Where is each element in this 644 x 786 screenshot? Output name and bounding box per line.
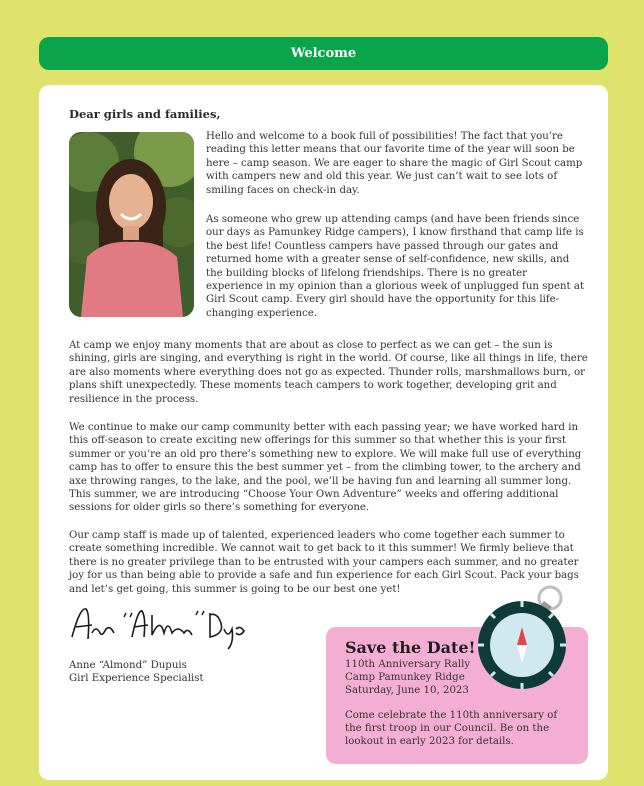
- handwritten-signature: [68, 603, 248, 651]
- event-location: Camp Pamunkey Ridge: [345, 672, 465, 683]
- author-photo: [69, 132, 194, 317]
- compass-icon: [470, 583, 580, 693]
- signer-name: Anne “Almond” Dupuis: [69, 660, 187, 671]
- letter-paragraph-1: Hello and welcome to a book full of possibilities! The fact that you’re reading this letter means that our favorite time of the year will soon be here – camp season. We are eager to share the magic of Girl Scout camp with campers new and old this year. We just can’t wait to see lots of smiling faces on check-in day.: [206, 131, 583, 196]
- event-name: 110th Anniversary Rally: [345, 659, 471, 670]
- event-description: Come celebrate the 110th anniversary of the first troop in our Council. Be on the lookout in early 2023 for details.: [345, 710, 558, 748]
- letter-paragraph-4: We continue to make our camp community better with each passing year; we have worked hard in this off-season to create exciting new offerings for this summer so that whether this is your first summer or you’re an old pro there’s something new to explore. We will make full use of everything camp has to offer to ensure this the best summer yet – from the climbing tower, to the archery and axe throwing ranges, to the lake, and the pool, we’ll be having fun and learning all summer long. This summer, we are introducing “Choose Your Own Adventure” weeks and offering additional sessions for older girls so there’s something for everyone.: [69, 422, 582, 514]
- event-date: Saturday, June 10, 2023: [345, 685, 469, 696]
- signer-title: Girl Experience Specialist: [69, 673, 204, 684]
- welcome-banner: Welcome: [39, 37, 608, 70]
- letter-paragraph-2: As someone who grew up attending camps (and have been friends since our days as Pamunkey Ridge campers), I know firsthand that camp life is the best life! Countless campers have passed through our gates and returned home with a greater sense of self-confidence, new skills, and the building blocks of lifelong friendships. There is no greater experience in my opinion than a glorious week of unplugged fun spent at Girl Scout camp. Every girl should have the opportunity for this life-changing experience.: [206, 214, 585, 319]
- letter-paragraph-3: At camp we enjoy many moments that are about as close to perfect as we can get – the sun is shining, girls are singing, and everything is right in the world. Of course, like all things in life, there are also moments where everything does not go as expected. Thunder rolls, marshmallows burn, or plans shift unexpectedly. These moments teach campers to work together, developing grit and resilience in the process.: [69, 340, 588, 405]
- save-the-date-title: Save the Date!: [345, 638, 476, 657]
- letter-paragraph-5: Our camp staff is made up of talented, experienced leaders who come together each summer to create something incredible. We cannot wait to get back to it this summer! We firmly believe that there is no greater privilege than to be entrusted with your campers each summer, and no greater joy for us than being able to provide a safe and fun experience for each Girl Scout. Pack your bags and let’s get going, this summer is going to be our best one yet!: [69, 530, 579, 595]
- letter-greeting: Dear girls and families,: [69, 107, 221, 121]
